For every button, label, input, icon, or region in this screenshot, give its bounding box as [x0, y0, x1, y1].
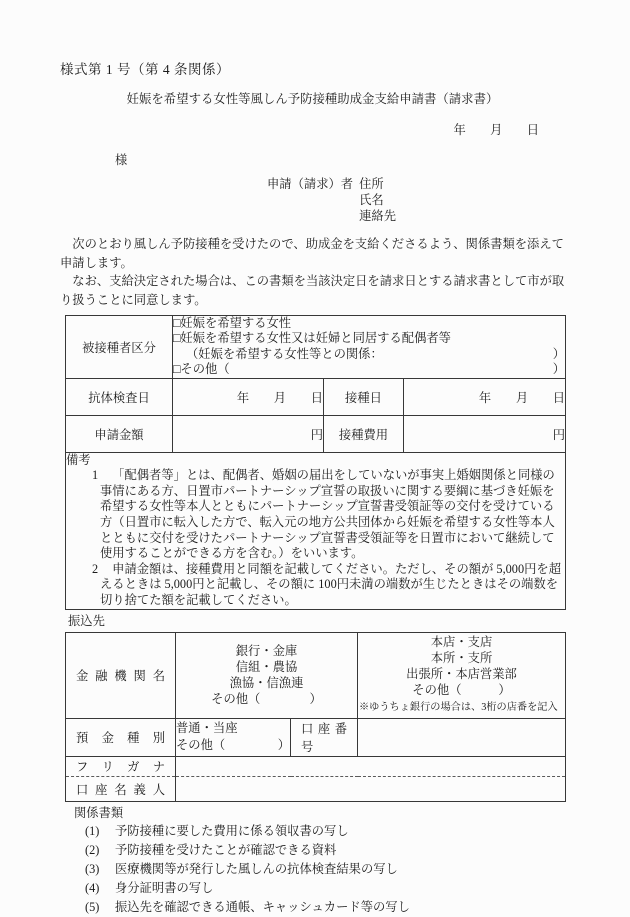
account-type-options — [176, 718, 291, 756]
application-amount-label: 申請金額 — [66, 415, 173, 452]
remarks-item-1: 1 「配偶者等」とは、配偶者、婚姻の届出をしていないが事実上婚姻関係と同様の事情にある方、日置市パートナーシップ宣誓の取扱いに関する要綱に基づき妊娠を希望する女性等本人とともにパートナーシップ宣誓書受領証等の交付を受けている方（日置市に転入した方で、転入元の地方公共団体から妊娠を希望する女性等本人とともに交付を受けたパートナーシップ宣誓書受領証等を日置市において継続して使用することができる方を含む。）をいいます。 — [92, 468, 555, 561]
account-type-other-blank — [225, 737, 277, 754]
body-paragraph-2: なお、支給決定された場合は、この書類を当該決定日を請求日とする請求書として市が取り扱うことに同意します。 — [60, 274, 565, 307]
application-amount-field: 円 — [173, 415, 324, 452]
branch-type-other: その他（ ） — [412, 683, 511, 698]
application-table — [65, 315, 566, 610]
antibody-test-date-field: 年 月 日 — [173, 378, 324, 415]
other-blank — [230, 362, 553, 377]
yucho-note: ※ゆうちょ銀行の場合は、3桁の店番を記入 — [359, 702, 558, 714]
body-paragraph-1: 次のとおり風しん予防接種を受けたので、助成金を支給くださるよう、関係書類を添えて申請します。 — [60, 237, 564, 270]
furigana-label: フ リ ガ ナ — [66, 756, 176, 776]
remarks-item-2: 2 申請金額は、接種費用と同額を記載してください。ただし、その額が 5,000円を超えるときは 5,000円と記載し、その額に 100円未満の端数が生じたときはその端数を切り捨てた額を記載してください。 — [92, 561, 561, 607]
applicant-contact-label: 連絡先 — [359, 209, 396, 223]
applicant-block — [267, 176, 565, 224]
relation-blank — [383, 347, 553, 362]
account-holder-field — [176, 776, 566, 801]
vaccination-date-label: 接種日 — [324, 378, 404, 415]
institution-type-bank: 銀行・金庫 — [235, 644, 298, 659]
account-holder-label: 口 座 名 義 人 — [66, 776, 176, 801]
documents-section-label: 関係書類 — [74, 805, 124, 820]
page-title: 妊娠を希望する女性等風しん予防接種助成金支給申請書（請求書） — [126, 92, 499, 106]
branch-type-honten: 本店・支店 — [430, 635, 493, 650]
branch-type-cell — [358, 632, 566, 718]
applicant-address-label: 住所 — [359, 177, 384, 191]
branch-type-shutchojo: 出張所・本店営業部 — [406, 667, 517, 682]
document-item-4: (4) 身分証明書の写し — [85, 880, 214, 895]
institution-type-shinkumi: 信組・農協 — [235, 660, 298, 675]
account-number-field — [358, 718, 566, 756]
institution-type-gyokyo: 漁協・信漁連 — [229, 676, 304, 691]
transfer-section-label: 振込先 — [68, 613, 105, 628]
recipient-category-label: 被接種者区分 — [66, 316, 173, 379]
applicant-label: 申請（請求）者 — [267, 177, 354, 191]
bank-transfer-table — [65, 632, 566, 802]
account-number-label: 口 座 番 号 — [291, 718, 358, 756]
form-number: 様式第 1 号（第 4 条関係） — [60, 62, 230, 77]
account-type-other: その他（ ） — [176, 738, 290, 753]
category-relation-line: （妊娠を希望する女性等との関係： ） — [186, 346, 566, 361]
category-checkbox-other: □その他（ ） — [173, 362, 566, 377]
recipient-category-options — [173, 316, 566, 379]
account-type-label: 預 金 種 別 — [66, 718, 176, 756]
document-item-2: (2) 予防接種を受けたことが確認できる資料 — [85, 842, 337, 857]
financial-institution-label: 金 融 機 関 名 — [66, 632, 176, 718]
document-item-1: (1) 予防接種に要した費用に係る領収書の写し — [85, 823, 349, 838]
account-type-futsu: 普通・当座 — [176, 721, 238, 736]
vaccination-cost-label: 接種費用 — [324, 415, 404, 452]
applicant-name-label: 氏名 — [359, 193, 384, 207]
document-item-5: (5) 振込先を確認できる通帳、キャッシュカード等の写し — [85, 899, 410, 914]
addressee-sama: 様 — [115, 153, 128, 167]
remarks-label: 備考 — [66, 452, 91, 467]
remarks-cell — [66, 452, 566, 609]
date-line: 年 月 日 — [453, 123, 545, 137]
vaccination-date-field: 年 月 日 — [404, 378, 566, 415]
documents-list — [85, 822, 565, 917]
document-item-3: (3) 医療機関等が発行した風しんの抗体検査結果の写し — [85, 861, 398, 876]
vaccination-cost-field: 円 — [404, 415, 566, 452]
institution-type-cell — [176, 632, 358, 718]
category-checkbox-spouse: □妊娠を希望する女性又は妊婦と同居する配偶者等 — [173, 331, 451, 346]
category-checkbox-woman: □妊娠を希望する女性 — [173, 316, 292, 330]
branch-type-honsho: 本所・支所 — [430, 651, 493, 666]
antibody-test-date-label: 抗体検査日 — [66, 378, 173, 415]
institution-type-other: その他（ ） — [211, 692, 322, 707]
furigana-field — [176, 756, 566, 776]
